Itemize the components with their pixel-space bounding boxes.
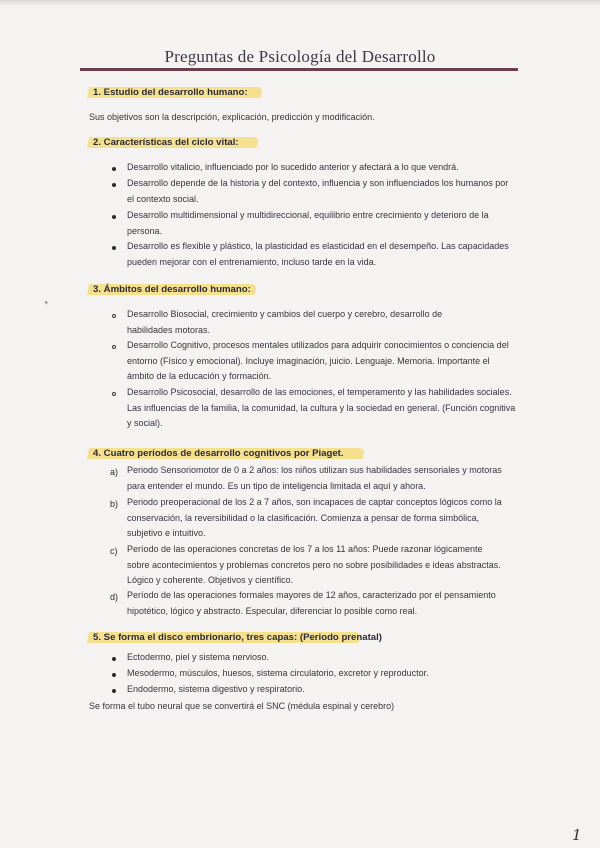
list-item: Desarrollo Biosocial, crecimiento y cambios del cuerpo y cerebro, desarrollo de habilidades motoras. <box>127 309 443 335</box>
list-item: Periodo preoperacional de los 2 a 7 años, son incapaces de captar conceptos lógicos como la conservación, la reversibilidad o la clasificación. Comienza a pensar de forma simbólica, subjetivo e intuitivo. <box>127 497 502 539</box>
bullet-icon <box>112 167 116 171</box>
bullet-icon <box>112 246 116 250</box>
list-item: Período de las operaciones concretas de los 7 a los 11 años: Puede razonar lógicamente sobre acontecimientos y problemas concretos pero no sobre posibilidades e ideas abstractas. Lógico y coherente. Objetivos y científico. <box>127 544 501 586</box>
list-item: Periodo Sensoriomotor de 0 a 2 años: los niños utilizan sus habilidades sensoriales y motoras para entender el mundo. Es un tipo de inteligencia limitada el aquí y ahora. <box>127 465 502 491</box>
title-rule <box>80 68 518 71</box>
section-5-paragraph: Se forma el tubo neural que se convertirá el SNC (médula espinal y cerebro) <box>89 701 395 711</box>
list-item: Desarrollo Psicosocial, desarrollo de las emociones, el temperamento y las habilidades sociales. Las influencias de la familia, la comunidad, la cultura y la sociedad en general. (Función cognitiva y social). <box>127 387 516 429</box>
bullet-icon <box>112 673 116 677</box>
section-1-paragraph: Sus objetivos son la descripción, explicación, predicción y modificación. <box>89 112 375 122</box>
scan-edge <box>0 0 600 6</box>
bullet-icon <box>112 657 116 661</box>
page-number: 1 <box>572 826 582 844</box>
list-item: Desarrollo es flexible y plástico, la plasticidad es elasticidad en el desempeño. Las capacidades pueden mejorar con el entrenamiento, incluso tarde en la vida. <box>127 241 509 267</box>
list-item: Mesodermo, músculos, huesos, sistema circulatorio, excretor y reproductor. <box>127 668 429 678</box>
section-4-heading: 4. Cuatro períodos de desarrollo cognitivos por Piaget. <box>93 448 344 459</box>
list-item: Ectodermo, piel y sistema nervioso. <box>127 652 270 662</box>
bullet-icon <box>112 314 116 318</box>
list-marker: a) <box>110 467 119 477</box>
list-item: Desarrollo vitalicio, influenciado por lo sucedido anterior y afectará a lo que vendrá. <box>127 162 459 172</box>
list-item: Desarrollo depende de la historia y del contexto, influencia y son influenciados los humanos por el contexto social. <box>127 178 509 204</box>
bullet-icon <box>112 215 116 219</box>
page-title: Preguntas de Psicología del Desarrollo <box>164 47 436 66</box>
list-item: Endodermo, sistema digestivo y respiratorio. <box>127 684 305 694</box>
list-item: Período de las operaciones formales mayores de 12 años, caracterizado por el pensamiento hipotético, lógico y abstracto. Especular, diferenciar lo posible como real. <box>127 590 496 616</box>
list-item: Desarrollo Cognitivo, procesos mentales utilizados para adquirir conocimientos o conciencia del entorno (Físico y emocional). Incluye imaginación, juicio. Lenguaje. Memoria. Importante el ámbito de la educación y formación. <box>127 340 509 382</box>
section-2-heading: 2. Características del ciclo vital: <box>93 137 239 148</box>
list-item: Desarrollo multidimensional y multidireccional, equilibrio entre crecimiento y deterioro de la persona. <box>127 210 489 236</box>
bullet-icon <box>112 183 116 187</box>
pen-mark: ❟ <box>42 295 49 306</box>
section-5-heading: 5. Se forma el disco embrionario, tres capas: (Periodo prenatal) <box>93 632 382 643</box>
bullet-icon <box>112 689 116 693</box>
section-1-heading: 1. Estudio del desarrollo humano: <box>93 87 248 98</box>
section-3-heading: 3. Ámbitos del desarrollo humano: <box>93 284 251 295</box>
list-marker: c) <box>110 546 118 556</box>
list-marker: b) <box>110 499 119 509</box>
list-marker: d) <box>110 592 119 602</box>
bullet-icon <box>112 345 116 349</box>
bullet-icon <box>112 392 116 396</box>
